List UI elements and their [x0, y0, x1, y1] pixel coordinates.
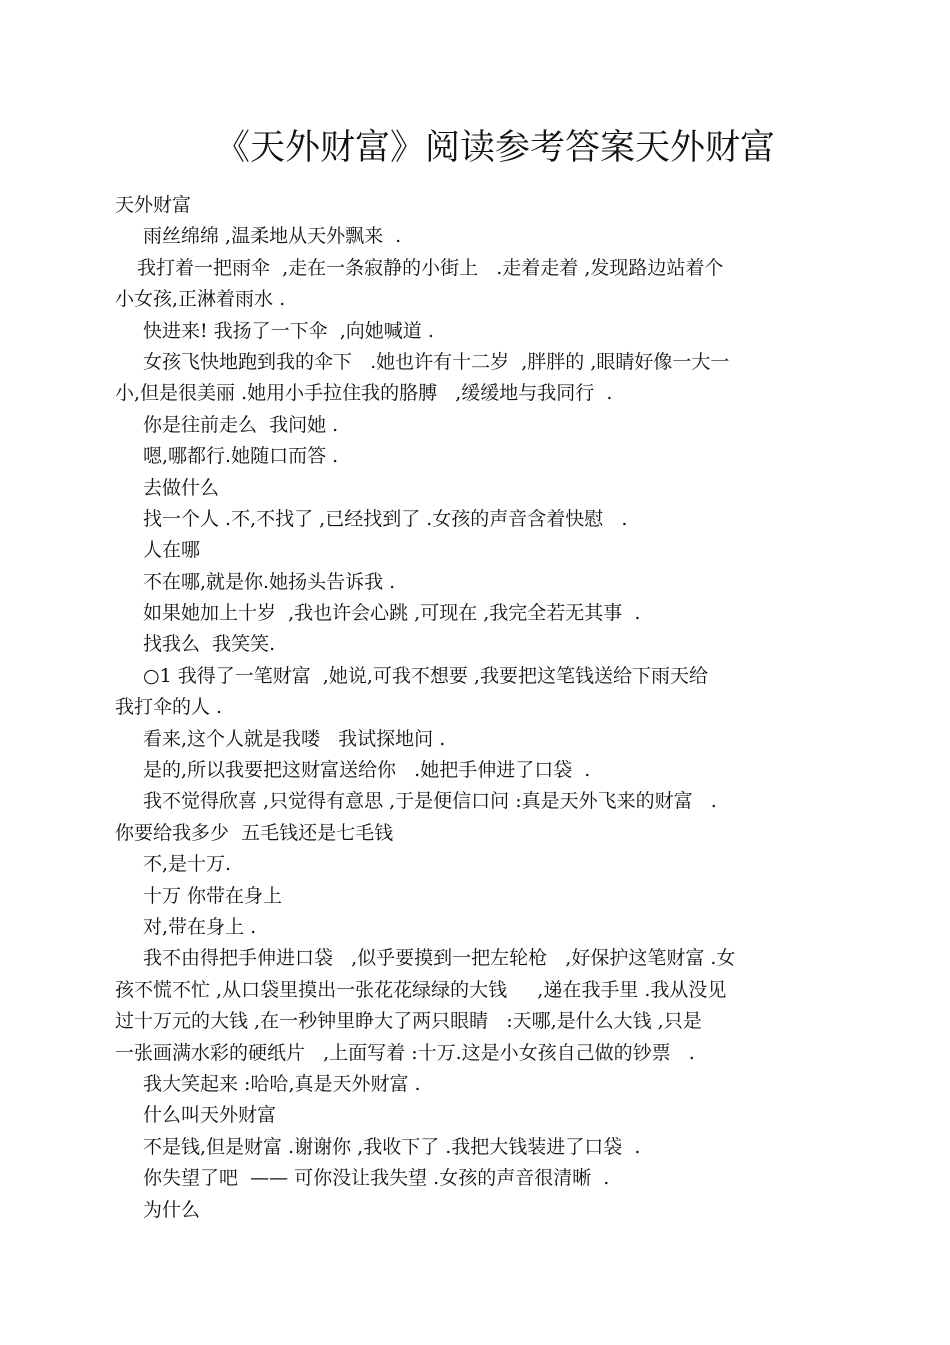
text-line: 是的,所以我要把这财富送给你 .她把手伸进了口袋 .	[143, 759, 591, 782]
text-line: 天外财富	[115, 194, 192, 216]
text-line: 女孩飞快地跑到我的伞下 .她也许有十二岁 ,胖胖的 ,眼睛好像一大一	[143, 350, 730, 373]
document-title: 《天外财富》阅读参考答案天外财富	[214, 128, 775, 168]
text-line: 孩不慌不忙 ,从口袋里摸出一张花花绿绿的大钱 ,递在我手里 .我从没见	[115, 978, 727, 1001]
text-line: 过十万元的大钱 ,在一秒钟里睁大了两只眼睛 :天哪,是什么大钱 ,只是	[115, 1010, 702, 1033]
text-line: 我大笑起来 :哈哈,真是天外财富 .	[143, 1072, 421, 1095]
text-line: 不是钱,但是财富 .谢谢你 ,我收下了 .我把大钱装进了口袋 .	[143, 1135, 641, 1158]
document-body	[115, 190, 825, 1226]
text-line: 十万 你带在身上	[143, 884, 283, 907]
text-line: 一张画满水彩的硬纸片 ,上面写着 :十万.这是小女孩自己做的钞票 .	[115, 1041, 695, 1064]
text-line: 我打伞的人 .	[115, 696, 223, 719]
text-line: 你失望了吧 —— 可你没让我失望 .女孩的声音很清晰 .	[143, 1167, 610, 1190]
text-line: 你是往前走么 我问她 .	[143, 413, 339, 436]
text-line: ○1 我得了一笔财富 ,她说,可我不想要 ,我要把这笔钱送给下雨天给	[143, 664, 708, 687]
text-line: 雨丝绵绵 ,温柔地从天外飘来 .	[143, 225, 402, 248]
text-line: 看来,这个人就是我喽 我试探地问 .	[143, 727, 446, 750]
text-line: 快进来! 我扬了一下伞 ,向她喊道 .	[143, 319, 434, 342]
text-line: 人在哪	[143, 539, 201, 562]
text-line: 如果她加上十岁 ,我也许会心跳 ,可现在 ,我完全若无其事 .	[143, 602, 641, 625]
text-line: 什么叫天外财富	[143, 1104, 277, 1127]
text-line: 小女孩,正淋着雨水 .	[115, 288, 286, 311]
text-line: 为什么	[143, 1198, 201, 1221]
text-line: 找一个人 .不,不找了 ,已经找到了 .女孩的声音含着快慰 .	[143, 507, 628, 530]
text-line: 我打着一把雨伞 ,走在一条寂静的小街上 .走着走着 ,发现路边站着个	[137, 256, 724, 279]
text-line: 不,是十万.	[143, 853, 232, 876]
text-line: 嗯,哪都行.她随口而答 .	[143, 445, 339, 468]
text-line: 小,但是很美丽 .她用小手拉住我的胳膊 ,缓缓地与我同行 .	[115, 382, 613, 405]
text-line: 找我么 我笑笑.	[143, 633, 276, 656]
text-line: 我不由得把手伸进口袋 ,似乎要摸到一把左轮枪 ,好保护这笔财富 .女	[143, 947, 736, 970]
text-line: 你要给我多少 五毛钱还是七毛钱	[115, 821, 394, 844]
text-line: 去做什么	[143, 476, 220, 499]
text-line: 不在哪,就是你.她扬头告诉我 .	[143, 570, 396, 593]
text-line: 我不觉得欣喜 ,只觉得有意思 ,于是便信口问 :真是天外飞来的财富 .	[143, 790, 717, 813]
text-line: 对,带在身上 .	[143, 915, 257, 938]
